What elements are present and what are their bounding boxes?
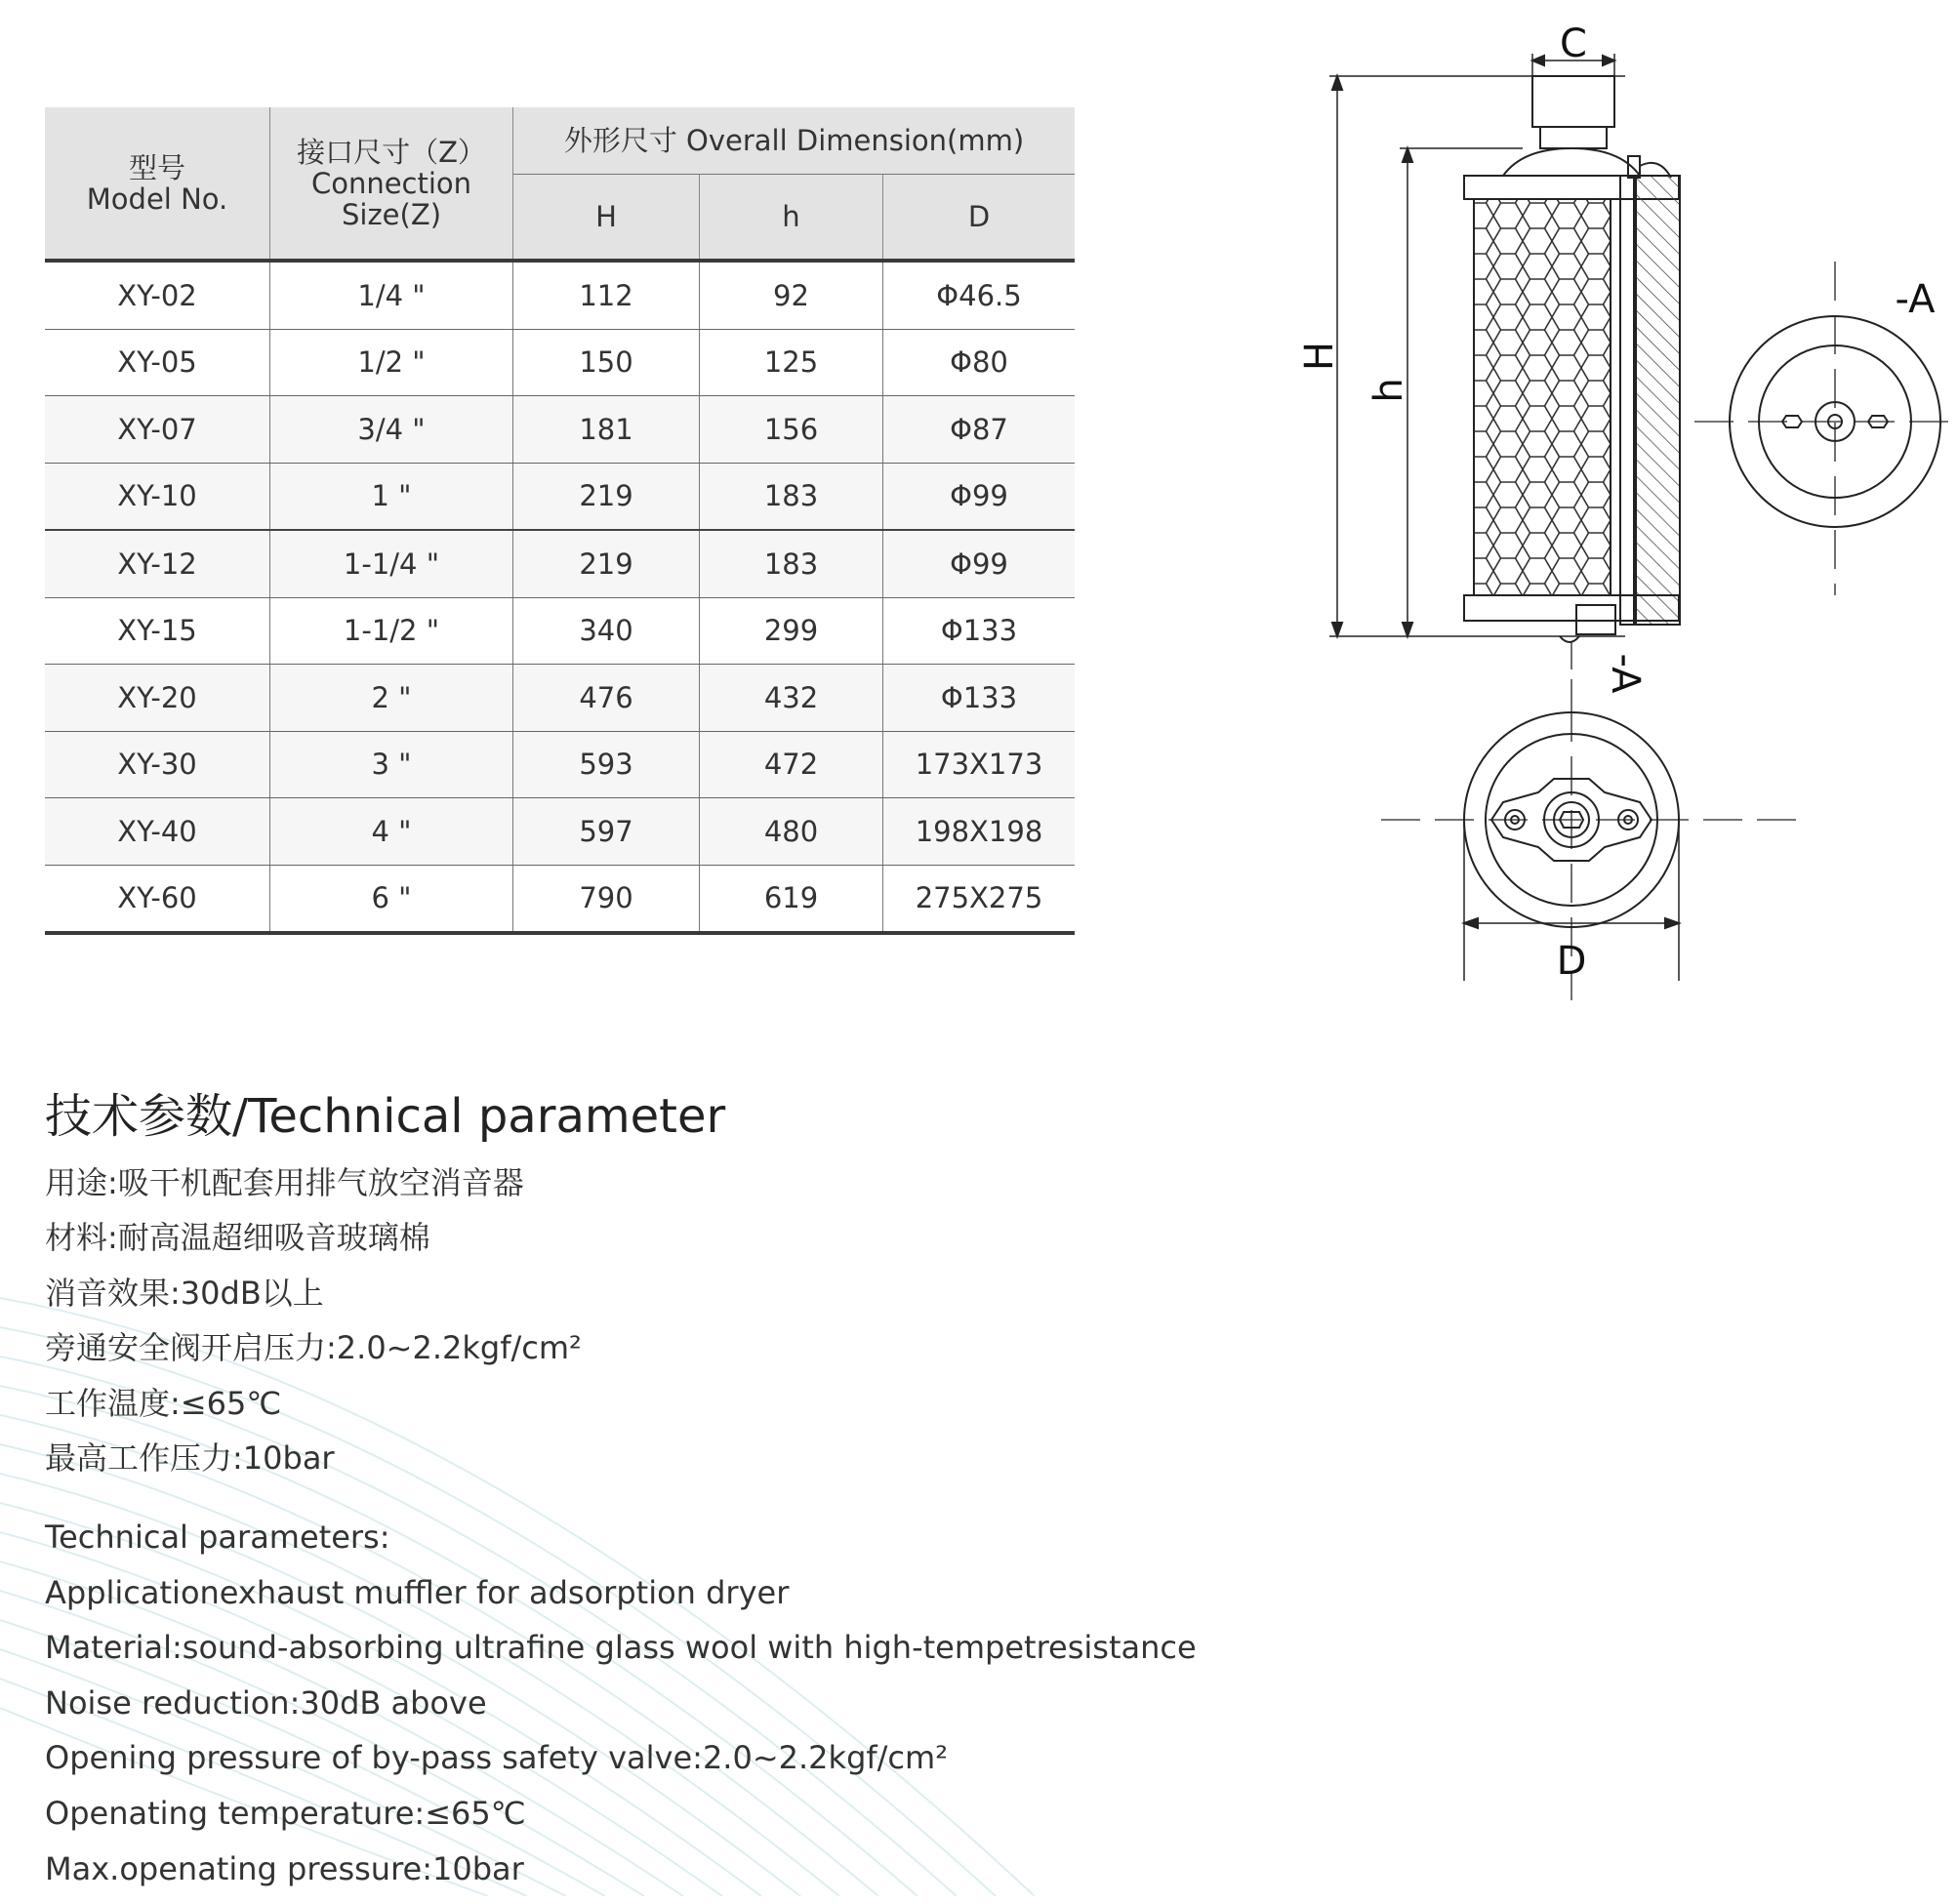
header-model-cn: 型号 xyxy=(128,150,185,184)
table-row xyxy=(45,731,1075,798)
cell-h: 790 xyxy=(513,865,700,933)
cell-model: XY-15 xyxy=(45,597,270,665)
cell-h-small: 299 xyxy=(700,597,883,665)
cell-model: XY-02 xyxy=(45,261,270,329)
cell-h: 219 xyxy=(513,463,700,530)
cell-h: 150 xyxy=(513,329,700,396)
param-cn-item: 材料:耐高温超细吸音玻璃棉 xyxy=(45,1219,430,1257)
table-body xyxy=(45,261,1075,933)
header-conn-en1: Connection xyxy=(310,166,472,200)
header-conn-en2: Size(Z) xyxy=(341,197,442,231)
header-connection xyxy=(270,107,513,261)
cell-model: XY-40 xyxy=(45,798,270,866)
cell-model: XY-20 xyxy=(45,665,270,732)
tech-heading: 技术参数/Technical parameter xyxy=(45,1089,726,1144)
cell-h-small: 125 xyxy=(700,329,883,396)
cell-size: 3/4 " xyxy=(270,396,513,464)
header-col-h: h xyxy=(700,175,883,262)
cell-model: XY-30 xyxy=(45,731,270,798)
cell-d: Φ133 xyxy=(883,597,1076,665)
table-row xyxy=(45,530,1075,597)
cell-size: 4 " xyxy=(270,798,513,866)
cell-h-small: 432 xyxy=(700,665,883,732)
cell-size: 1-1/4 " xyxy=(270,530,513,597)
param-en-item: Openating temperature:≤65℃ xyxy=(45,1794,526,1832)
header-model-en: Model No. xyxy=(86,182,228,216)
cell-model: XY-60 xyxy=(45,865,270,933)
cell-size: 1-1/2 " xyxy=(270,597,513,665)
cell-h: 340 xyxy=(513,597,700,665)
cell-h-small: 480 xyxy=(700,798,883,866)
label-A-side: -A xyxy=(1895,277,1936,322)
cell-h-small: 472 xyxy=(700,731,883,798)
header-conn-cn: 接口尺寸（Z） xyxy=(297,135,486,169)
muffler-technical-drawing xyxy=(1269,0,1958,1005)
param-cn-item: 消音效果:30dB以上 xyxy=(45,1274,324,1312)
cell-h-small: 619 xyxy=(700,865,883,933)
cell-h-small: 183 xyxy=(700,530,883,597)
cell-h-small: 183 xyxy=(700,463,883,530)
cell-d: Φ99 xyxy=(883,463,1076,530)
label-D: D xyxy=(1556,939,1587,984)
table-row xyxy=(45,261,1075,329)
cell-d: Φ80 xyxy=(883,329,1076,396)
param-en-item: Applicationexhaust muffler for adsorption dryer xyxy=(45,1573,790,1611)
table-row xyxy=(45,597,1075,665)
cell-h: 219 xyxy=(513,530,700,597)
label-C: C xyxy=(1560,21,1587,66)
cell-size: 1/4 " xyxy=(270,261,513,329)
param-cn-item: 旁通安全阀开启压力:2.0~2.2kgf/cm² xyxy=(45,1329,582,1367)
header-col-H: H xyxy=(513,175,700,262)
cell-d: Φ87 xyxy=(883,396,1076,464)
cell-h: 593 xyxy=(513,731,700,798)
tech-params-en xyxy=(45,1518,1197,1904)
header-model xyxy=(45,107,270,261)
cell-d: 275X275 xyxy=(883,865,1076,933)
table-row xyxy=(45,665,1075,732)
cell-size: 2 " xyxy=(270,665,513,732)
param-cn-item: 用途:吸干机配套用排气放空消音器 xyxy=(45,1164,524,1201)
label-H: H xyxy=(1297,341,1342,372)
cell-size: 1/2 " xyxy=(270,329,513,396)
header-overall-dimension: 外形尺寸 Overall Dimension(mm) xyxy=(513,107,1076,175)
param-en-item: Noise reduction:30dB above xyxy=(45,1683,487,1722)
cell-size: 3 " xyxy=(270,731,513,798)
param-en-item: Max.openating pressure:10bar xyxy=(45,1849,524,1887)
cell-h: 181 xyxy=(513,396,700,464)
cell-model: XY-12 xyxy=(45,530,270,597)
cell-size: 6 " xyxy=(270,865,513,933)
table-row xyxy=(45,865,1075,933)
table-row xyxy=(45,798,1075,866)
table-row xyxy=(45,396,1075,464)
header-col-D: D xyxy=(883,175,1076,262)
table-row xyxy=(45,329,1075,396)
param-cn-item: 最高工作压力:10bar xyxy=(45,1438,335,1477)
cell-d: Φ99 xyxy=(883,530,1076,597)
param-en-item: Technical parameters: xyxy=(45,1519,390,1556)
cell-h: 476 xyxy=(513,665,700,732)
cell-d: Φ46.5 xyxy=(883,261,1076,329)
param-cn-item: 工作温度:≤65℃ xyxy=(45,1384,282,1422)
cell-size: 1 " xyxy=(270,463,513,530)
table-row xyxy=(45,463,1075,530)
label-A-bottom: -A xyxy=(1603,653,1648,694)
cell-model: XY-10 xyxy=(45,463,270,530)
cell-h-small: 156 xyxy=(700,396,883,464)
cell-d: 173X173 xyxy=(883,731,1076,798)
cell-h: 112 xyxy=(513,261,700,329)
param-en-item: Opening pressure of by-pass safety valve:2.0~2.2kgf/cm² xyxy=(45,1739,949,1777)
param-en-item: Material:sound-absorbing ultrafine glass wool with high-tempetresistance xyxy=(45,1629,1197,1667)
cell-model: XY-07 xyxy=(45,396,270,464)
tech-params-cn xyxy=(45,1163,582,1493)
cell-d: 198X198 xyxy=(883,798,1076,866)
spec-table xyxy=(45,107,1075,935)
cell-d: Φ133 xyxy=(883,665,1076,732)
cell-h-small: 92 xyxy=(700,261,883,329)
cell-model: XY-05 xyxy=(45,329,270,396)
cell-h: 597 xyxy=(513,798,700,866)
label-h: h xyxy=(1367,378,1411,403)
